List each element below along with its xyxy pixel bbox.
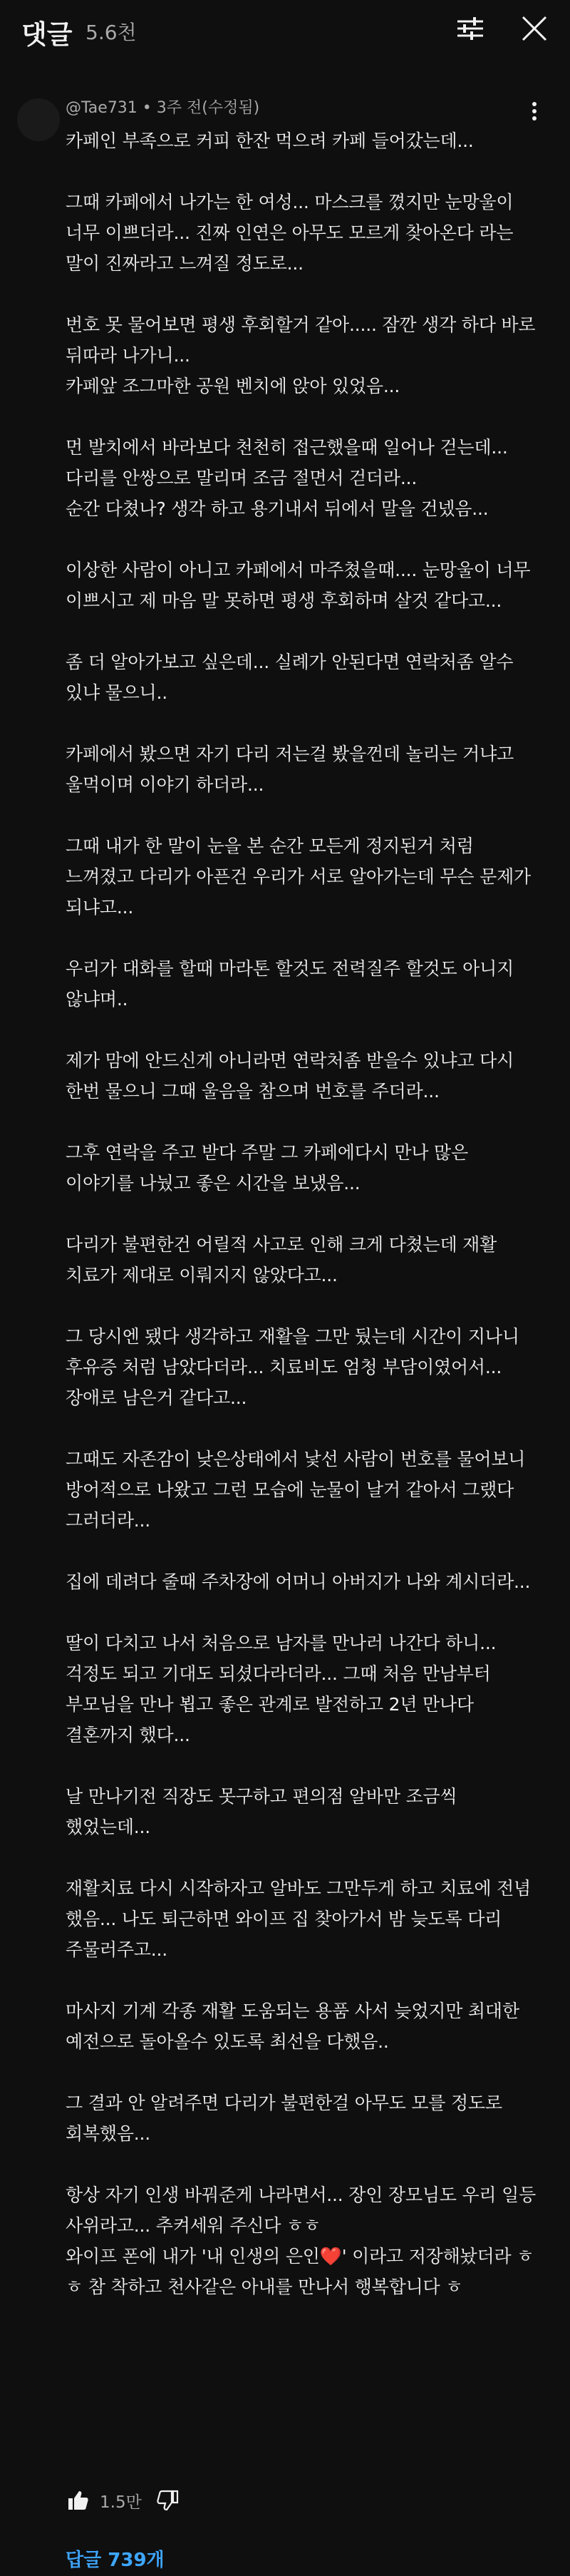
thumbs-up-icon[interactable]	[66, 2488, 90, 2513]
comment-paragraph: 그때 내가 한 말이 눈을 본 순간 모든게 정지된거 처럼 느껴졌고 다리가 아픈건 우리가 서로 알아가는데 무슨 문제가 되냐고...	[66, 836, 531, 918]
comment-paragraph: 그 당시엔 됐다 생각하고 재활을 그만 뒀는데 시간이 지나니 후유증 처럼 남았다더라... 치료비도 엄청 부담이였어서... 장애로 남은거 같다고...	[66, 1326, 519, 1408]
comment-paragraph: 카페에서 봤으면 자기 다리 저는걸 봤을껀데 놀리는 거냐고 울먹이며 이야기 하더라...	[66, 744, 514, 795]
replies-link[interactable]: 답글 739개	[66, 2550, 165, 2571]
comment-paragraph: 카페인 부족으로 커피 한잔 먹으려 카페 들어갔는데...	[66, 130, 474, 151]
comment-paragraph: 우리가 대화를 할때 마라톤 할것도 전력질주 할것도 아니지 않냐며..	[66, 958, 514, 1010]
filter-sliders-icon[interactable]	[455, 13, 486, 44]
avatar[interactable]	[17, 98, 60, 141]
comments-title: 댓글	[21, 19, 73, 50]
comment-paragraph: 재활치료 다시 시작하자고 알바도 그만두게 하고 치료에 전념 했음... 나도 퇴근하면 와이프 집 찾아가서 밤 늦도록 다리 주물러주고...	[66, 1878, 531, 1960]
comment-paragraph: 항상 자기 인생 바꿔준게 나라면서... 장인 장모님도 우리 일등 사위라고... 추켜세워 주신다 ㅎㅎ	[66, 2185, 537, 2236]
comment-last-paragraph	[66, 2241, 543, 2302]
comment-paragraph: 마사지 기계 각종 재활 도움되는 용품 사서 늦었지만 최대한 예전으로 돌아올수 있도록 최선을 다했음..	[66, 2001, 519, 2052]
comment-body	[66, 125, 543, 2302]
comment-meta: @Tae731 • 3주 전(수정됨)	[66, 99, 260, 117]
comment-actions	[66, 2486, 180, 2515]
comments-header	[0, 0, 570, 66]
comment-paragraph: 번호 못 물어보면 평생 후회할거 같아..... 잠깐 생각 하다 바로 뒤따라 나가니... 카페앞 조그마한 공원 벤치에 앉아 있었음...	[66, 314, 536, 396]
comment-paragraph: 좀 더 알아가보고 싶은데... 실례가 안된다면 연락처좀 알수 있냐 물으니..	[66, 652, 514, 703]
comment-last-text-before: 와이프 폰에 내가 '내 인생의 은인	[66, 2246, 320, 2267]
comment-paragraph: 제가 맘에 안드신게 아니라면 연락처좀 받을수 있냐고 다시 한번 물으니 그때 울음을 참으며 번호를 주더라...	[66, 1050, 514, 1102]
comment-paragraph: 먼 발치에서 바라보다 천천히 접근했을때 일어나 걷는데... 다리를 안쌍으로 말리며 조금 절면서 걷더라... 순간 다쳤나? 생각 하고 용기내서 뒤에서 말을 건넸음...	[66, 437, 508, 519]
comment-paragraph: 딸이 다치고 나서 처음으로 남자를 만나러 나간다 하니... 걱정도 되고 기대도 되셨다라더라... 그때 처음 만남부터 부모님을 만나 뵙고 좋은 관계로 발전하고 2년 만나다 결혼까지 했다...	[66, 1633, 497, 1745]
comment-paragraph: 날 만나기전 직장도 못구하고 편의점 알바만 조금씩 했었는데...	[66, 1786, 457, 1837]
comments-count: 5.6천	[86, 21, 137, 44]
comment-paragraph: 그후 연락을 주고 받다 주말 그 카페에다시 만나 많은 이야기를 나눴고 좋은 시간을 보냈음...	[66, 1142, 468, 1194]
comment-paragraph: 다리가 불편한건 어릴적 사고로 인해 크게 다쳤는데 재활 치료가 제대로 이뤄지지 않았다고...	[66, 1234, 497, 1286]
thumbs-down-icon[interactable]	[156, 2488, 180, 2513]
more-vert-icon[interactable]	[524, 97, 544, 125]
comment-paragraph: 집에 데려다 줄때 주차장에 어머니 아버지가 나와 계시더라...	[66, 1571, 531, 1592]
comment-paragraph: 그 결과 안 알려주면 다리가 불편한걸 아무도 모를 정도로 회복했음...	[66, 2093, 502, 2144]
heart-icon: ❤️	[319, 2246, 342, 2267]
close-icon[interactable]	[519, 13, 550, 44]
comment-paragraph: 이상한 사람이 아니고 카페에서 마주쳤을때.... 눈망울이 너무 이쁘시고 제 마음 말 못하면 평생 후회하며 살것 같다고...	[66, 560, 531, 611]
like-count: 1.5만	[100, 2493, 142, 2512]
comment-last-text-after: ' 이라고 저장해놨더라 ㅎ ㅎ 참 착하고 천사같은 아내를 만나서 행복합니다 ㅎ	[66, 2246, 534, 2297]
comment-paragraphs	[66, 125, 543, 2241]
comment-paragraph: 그때도 자존감이 낮은상태에서 낯선 사람이 번호를 물어보니 방어적으로 나왔고 그런 모습에 눈물이 날거 같아서 그랬다 그러더라...	[66, 1449, 526, 1531]
comment-paragraph: 그때 카페에서 나가는 한 여성... 마스크를 꼈지만 눈망울이 너무 이쁘더라... 진짜 인연은 아무도 모르게 찾아온다 라는 말이 진짜라고 느껴질 정도로...	[66, 192, 514, 274]
